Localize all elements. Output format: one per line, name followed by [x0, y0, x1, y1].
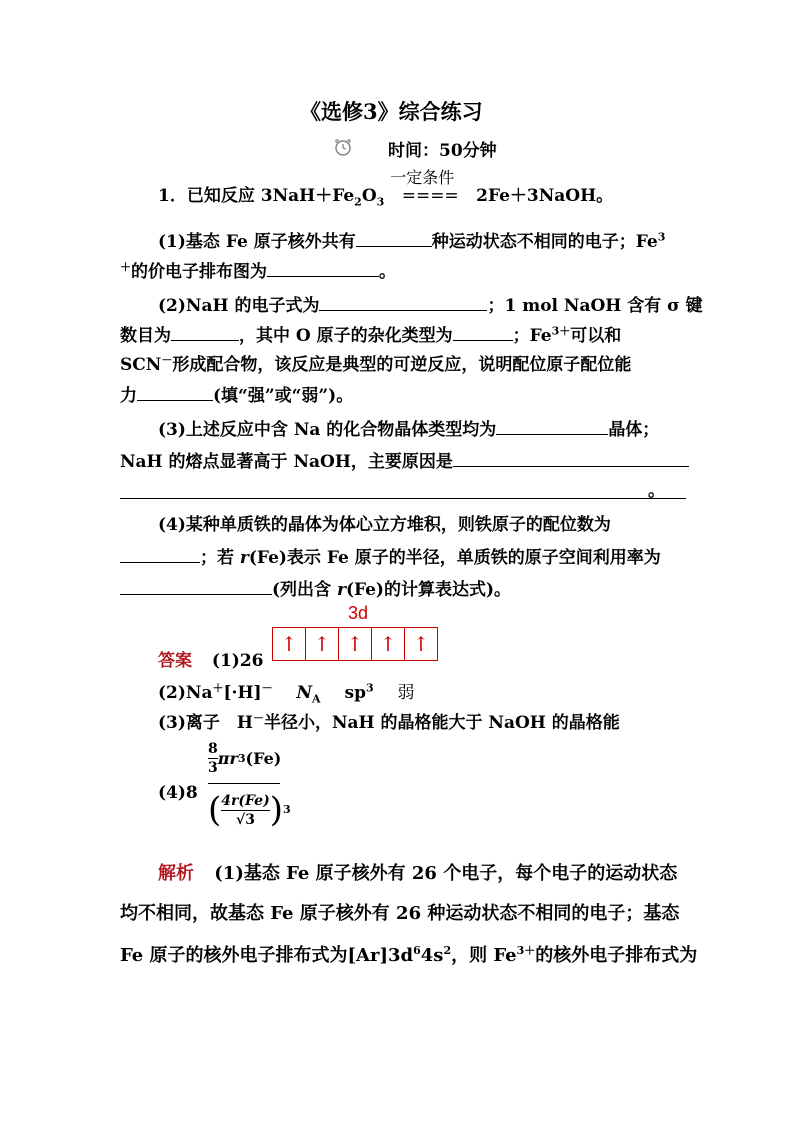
explanation-line: Fe 原子的核外电子排布式为$[Ar]3d^64s^2$，则 $Fe^{3+}$的核外电子排布式为: [120, 944, 698, 966]
q1-part2c: SCN－形成配合物，该反应是典型的可逆反应，说明配位原子配位能: [120, 353, 632, 375]
clock-icon: [333, 137, 353, 157]
answer-4: (4)8: [158, 783, 198, 803]
answer-2: (2)Na＋[·H]－ $N_A$ $sp^3$ 弱: [158, 681, 415, 706]
orbital-label: 3d: [347, 603, 369, 623]
q1-part2: (2)NaH 的电子式为 ；1 mol NaOH 含有 σ 键: [158, 292, 703, 319]
answer-label: 答案: [158, 651, 192, 671]
answer-section: 答案 (1)26: [158, 651, 264, 671]
time-label: 时间：50分钟: [388, 141, 497, 161]
page-title: 《选修3》综合练习: [300, 99, 483, 124]
q1-part4c: (列出含 r(Fe)的计算表达式)。: [120, 576, 511, 603]
q1-part3b: NaH 的熔点显著高于 NaOH，主要原因是: [120, 448, 689, 475]
reaction-condition: 一定条件: [390, 168, 455, 187]
answer-4-formula: $\frac{8}{3}$ πr 3 (Fe) ( $\frac{4r(Fe)}{√3}$ ) 3: [208, 741, 291, 830]
orbital-cell: ↑: [372, 628, 405, 660]
orbital-diagram: [272, 603, 444, 661]
answer-3: (3)离子 H－半径小，NaH 的晶格能大于 NaOH 的晶格能: [158, 711, 620, 733]
orbital-cell: ↑: [306, 628, 339, 660]
explanation-line: 均不相同，故基态 Fe 原子核外有 26 种运动状态不相同的电子；基态: [120, 903, 680, 924]
q1-part1: (1)基态 Fe 原子核外共有 种运动状态不相同的电子；Fe$^3$: [158, 228, 665, 255]
orbital-cell: ↑: [412, 632, 430, 656]
orbital-cell: ↑: [339, 628, 372, 660]
q1-part1b: ＋的价电子排布图为 。: [120, 258, 396, 285]
q1-part2b: 数目为 ，其中 O 原子的杂化类型为 ；$Fe^{3+}$可以和: [120, 322, 621, 349]
q1-part4b: ；若 r(Fe)表示 Fe 原子的半径，单质铁的原子空间利用率为: [120, 544, 661, 571]
explanation-line: 解析 (1)基态 Fe 原子核外有 26 个电子，每个电子的运动状态: [158, 863, 678, 884]
answer-line: [120, 498, 686, 499]
explanation-label: 解析: [158, 863, 194, 884]
q1-part3: (3)上述反应中含 Na 的化合物晶体类型均为 晶体；: [158, 416, 659, 443]
q1-part4: (4)某种单质铁的晶体为体心立方堆积，则铁原子的配位数为: [158, 515, 611, 535]
q1-part3-end: 。: [648, 481, 665, 501]
question-stem: 1．已知反应 $3NaH+Fe_2O_3$ 一定条件 ==== 2Fe＋3NaOH。: [158, 183, 613, 209]
orbital-cell: ↑: [273, 628, 306, 660]
q1-part2d: 力 (填“强”或“弱”)。: [120, 382, 353, 409]
